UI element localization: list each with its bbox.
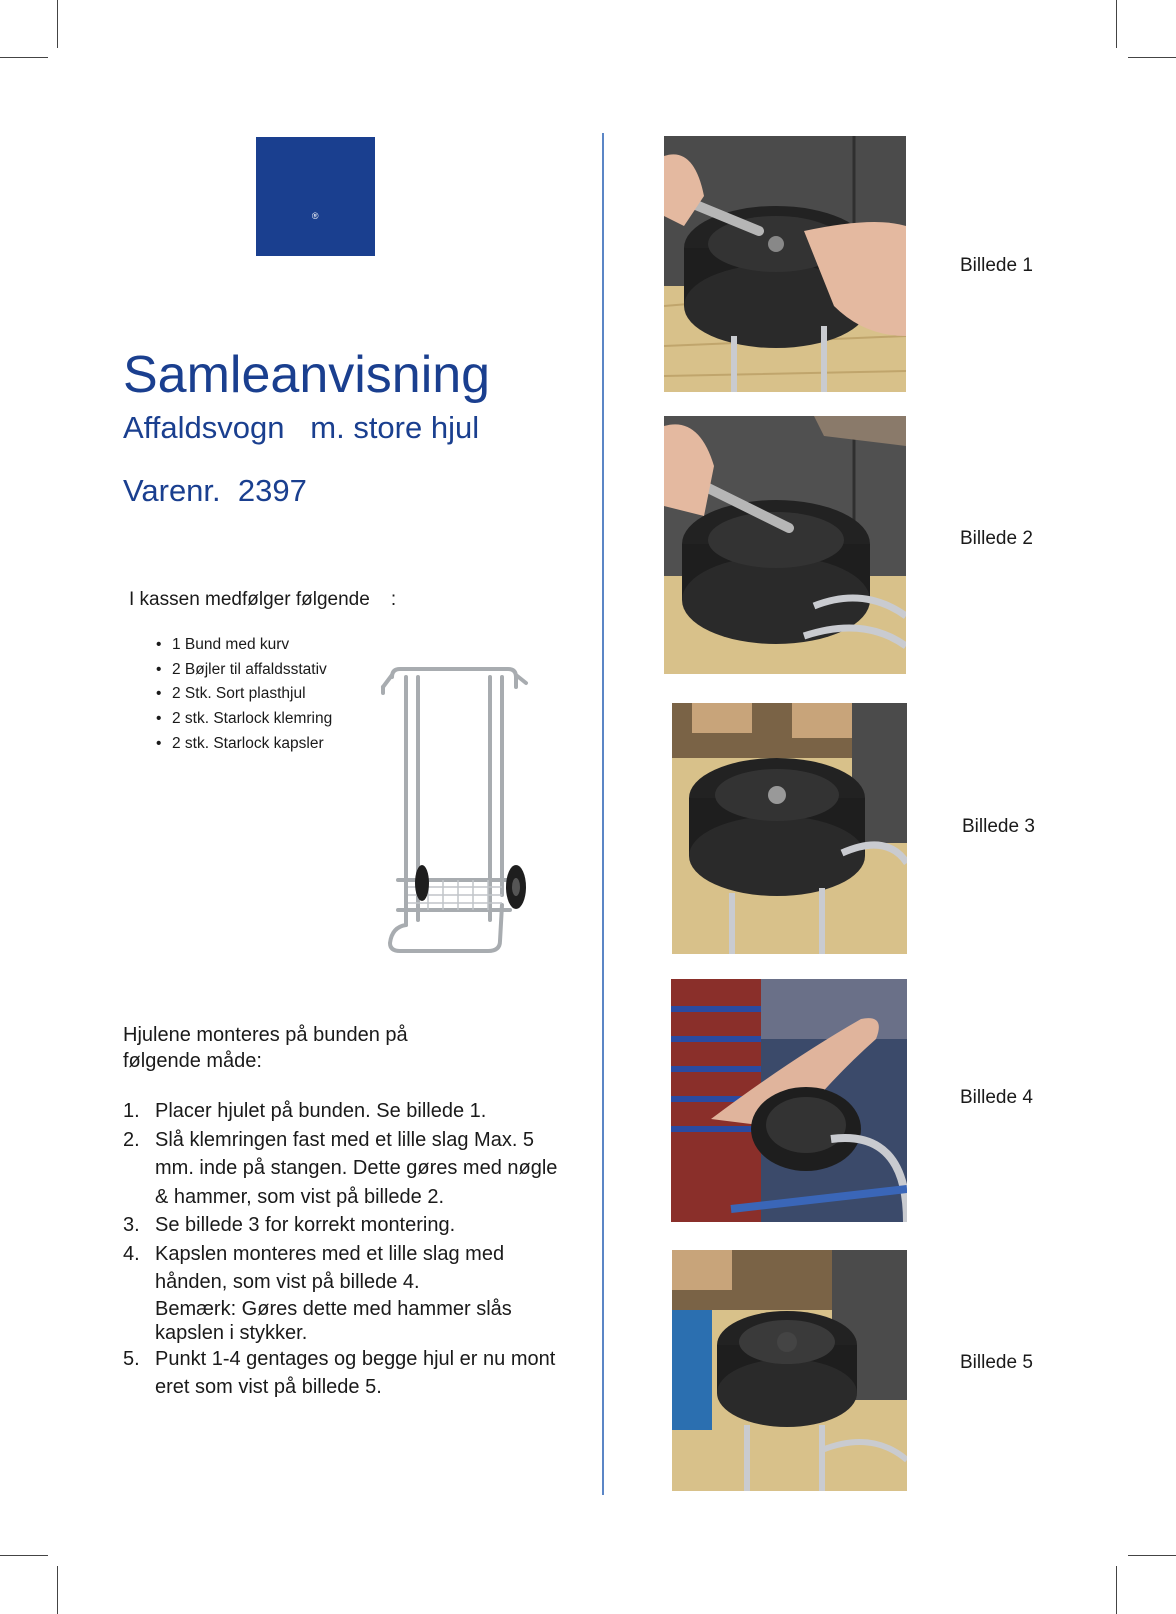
- crop-mark: [0, 1555, 48, 1556]
- step-text: Slå klemringen fast med et lille slag Max. 5 mm. inde på stangen. Dette gøres med nøgle & hammer, som vist på billede 2.: [155, 1128, 558, 1208]
- crop-mark: [1116, 1566, 1117, 1614]
- column-divider: [602, 133, 604, 1495]
- step-number: 5.: [123, 1347, 140, 1370]
- crop-mark: [1116, 0, 1117, 48]
- list-item: • 2 Stk. Sort plasthjul: [156, 682, 332, 707]
- page-title: Samleanvisning: [123, 346, 491, 404]
- photo-4: [671, 979, 907, 1222]
- crop-mark: [1128, 57, 1176, 58]
- step-number: 4.: [123, 1242, 140, 1265]
- photo-3-caption: Billede 3: [962, 816, 1035, 837]
- step-text: Kapslen monteres med et lille slag med hånden, som vist på billede 4.: [155, 1242, 505, 1293]
- step-number: 1.: [123, 1100, 140, 1122]
- photo-4-caption: Billede 4: [960, 1087, 1033, 1108]
- instructions-steps: [123, 1097, 563, 1402]
- logo-registered-mark: ®: [311, 211, 320, 221]
- list-item: • 1 Bund med kurv: [156, 633, 332, 658]
- abena-logo: [256, 137, 375, 328]
- list-item: • 2 stk. Starlock klemring: [156, 707, 332, 732]
- photo-1: [664, 136, 906, 392]
- instructions-intro: Hjulene monteres på bunden på følgende måde:: [123, 1024, 408, 1072]
- product-subtitle: Affaldsvogn m. store hjul: [123, 410, 480, 445]
- step-number: 3.: [123, 1214, 140, 1236]
- crop-mark: [1128, 1555, 1176, 1556]
- crop-mark: [57, 1566, 58, 1614]
- crop-mark: [0, 57, 48, 58]
- step-number: 2.: [123, 1128, 140, 1151]
- item-number: Varenr. 2397: [123, 473, 307, 508]
- list-item: • 2 stk. Starlock kapsler: [156, 732, 332, 757]
- logo-text: ABENA: [261, 293, 370, 328]
- step-item: [123, 1240, 563, 1345]
- step-item: [123, 1097, 563, 1126]
- photo-1-caption: Billede 1: [960, 255, 1033, 276]
- waste-cart-illustration: [378, 665, 540, 957]
- step-note: Bemærk: Gøres dette med hammer slås kapslen i stykker.: [155, 1297, 512, 1344]
- step-text: Placer hjulet på bunden. Se billede 1.: [155, 1100, 487, 1122]
- step-item: [123, 1126, 563, 1212]
- list-item: • 2 Bøjler til affaldsstativ: [156, 658, 332, 683]
- step-text: Se billede 3 for korrekt montering.: [155, 1214, 456, 1236]
- step-item: [123, 1211, 563, 1240]
- photo-2-caption: Billede 2: [960, 528, 1033, 549]
- contents-list: [156, 633, 332, 756]
- crop-mark: [57, 0, 58, 48]
- contents-heading: I kassen medfølger følgende :: [129, 589, 397, 610]
- photo-2: [664, 416, 906, 674]
- step-item: [123, 1345, 563, 1402]
- photo-5: [672, 1250, 907, 1491]
- photo-5-caption: Billede 5: [960, 1352, 1033, 1373]
- step-text: Punkt 1-4 gentages og begge hjul er nu mont eret som vist på billede 5.: [155, 1347, 556, 1398]
- photo-3: [672, 703, 907, 954]
